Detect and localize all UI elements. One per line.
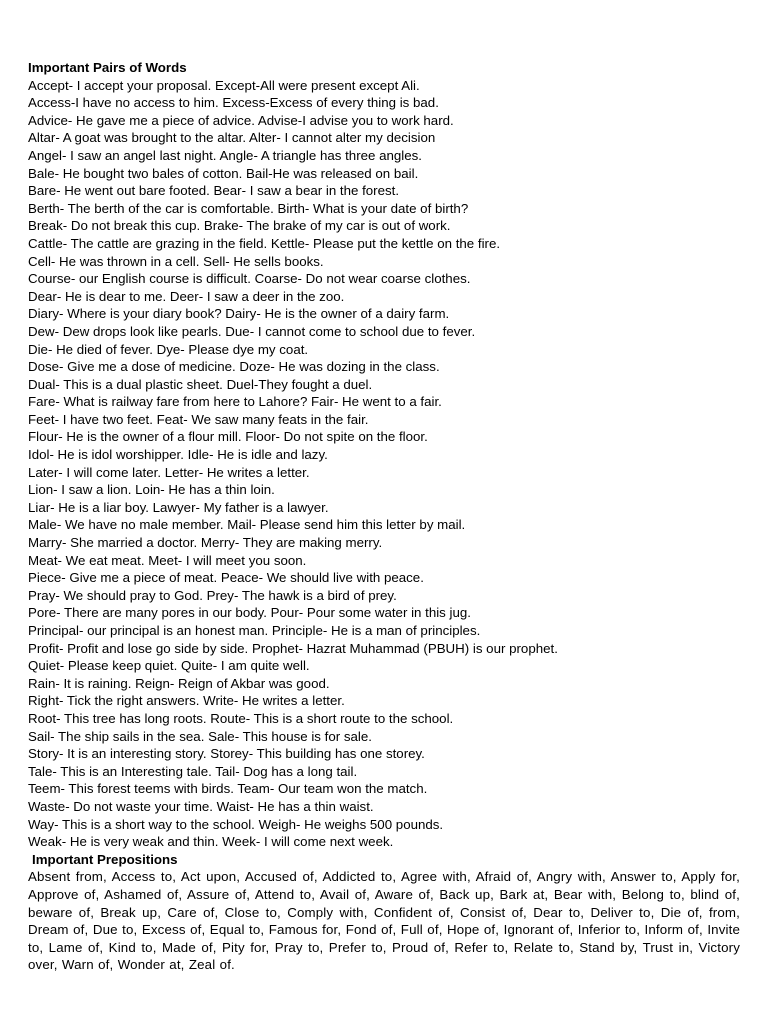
word-pair-line: Dose- Give me a dose of medicine. Doze- He was dozing in the class. bbox=[28, 359, 440, 375]
word-pair-line: Flour- He is the owner of a flour mill. Floor- Do not spite on the floor. bbox=[28, 429, 428, 445]
word-pair-line: Teem- This forest teems with birds. Team- Our team won the match. bbox=[28, 781, 428, 797]
word-pair-line: Cell- He was thrown in a cell. Sell- He sells books. bbox=[28, 253, 324, 269]
word-pair-line: Principal- our principal is an honest man. Principle- He is a man of principles. bbox=[28, 623, 481, 638]
word-pair-line: Profit- Profit and lose go side by side. Prophet- Hazrat Muhammad (PBUH) is our prophet. bbox=[28, 640, 558, 656]
word-pair-line: Pore- There are many pores in our body. Pour- Pour some water in this jug. bbox=[28, 605, 471, 621]
word-pair-line: Dual- This is a dual plastic sheet. Duel-They fought a duel. bbox=[28, 376, 373, 392]
word-pair-line: Access-I have no access to him. Excess-Excess of every thing is bad. bbox=[28, 95, 439, 111]
word-pair-line: Feet- I have two feet. Feat- We saw many feats in the fair. bbox=[28, 411, 369, 427]
word-pair-line: Quiet- Please keep quiet. Quite- I am quite well. bbox=[28, 658, 310, 674]
word-pair-line: Waste- Do not waste your time. Waist- He has a thin waist. bbox=[28, 798, 374, 814]
word-pair-line: Accept- I accept your proposal. Except-All were present except Ali. bbox=[28, 77, 420, 93]
word-pair-line: Story- It is an interesting story. Storey- This building has one storey. bbox=[28, 746, 425, 762]
section-title-prepositions: Important Prepositions bbox=[32, 851, 178, 867]
word-pair-line: Meat- We eat meat. Meet- I will meet you soon. bbox=[28, 552, 307, 568]
word-pairs-list bbox=[28, 77, 740, 851]
word-pair-line: Cattle- The cattle are grazing in the field. Kettle- Please put the kettle on the fire. bbox=[28, 235, 501, 251]
word-pair-line: Dew- Dew drops look like pearls. Due- I cannot come to school due to fever. bbox=[28, 323, 476, 339]
word-pair-line: Rain- It is raining. Reign- Reign of Akbar was good. bbox=[28, 675, 330, 691]
word-pair-line: Marry- She married a doctor. Merry- They are making merry. bbox=[28, 535, 383, 551]
word-pair-line: Berth- The berth of the car is comfortable. Birth- What is your date of birth? bbox=[28, 200, 469, 216]
word-pair-line: Diary- Where is your diary book? Dairy- He is the owner of a dairy farm. bbox=[28, 306, 450, 322]
prepositions-paragraph: Absent from, Access to, Act upon, Accused of, Addicted to, Agree with, Afraid of, Angry with, Answer to, Apply for, Approve of, Ashamed of, Assure of, Attend to, Avail of, Aware of, Back up, Bark at, Bear with, Belong to, blind of, beware of, Break up, Care of, Close to, Comply with, Confident of, Consist of, Dear to, Deliver to, Die of, from, Dream of, Due to, Excess of, Equal to, Famous for, Fond of, Full of, Hope of, Ignorant of, Inferior to, Inform of, Invite to, Lame of, Kind to, Made of, Pity for, Pray to, Prefer to, Proud of, Refer to, Relate to, Stand by, Trust in, Victory over, Warn of, Wonder at, Zeal of. bbox=[28, 869, 740, 973]
document-content bbox=[28, 59, 740, 974]
word-pair-line: Dear- He is dear to me. Deer- I saw a deer in the zoo. bbox=[28, 288, 345, 304]
word-pair-line: Break- Do not break this cup. Brake- The brake of my car is out of work. bbox=[28, 218, 451, 234]
word-pair-line: Course- our English course is difficult. Coarse- Do not wear coarse clothes. bbox=[28, 271, 471, 287]
word-pair-line: Right- Tick the right answers. Write- He writes a letter. bbox=[28, 693, 345, 709]
word-pair-line: Way- This is a short way to the school. Weigh- He weighs 500 pounds. bbox=[28, 816, 444, 832]
word-pair-line: Male- We have no male member. Mail- Please send him this letter by mail. bbox=[28, 517, 466, 533]
word-pair-line: Pray- We should pray to God. Prey- The hawk is a bird of prey. bbox=[28, 587, 397, 603]
word-pair-line: Angel- I saw an angel last night. Angle- A triangle has three angles. bbox=[28, 147, 422, 163]
word-pair-line: Bale- He bought two bales of cotton. Bail-He was released on bail. bbox=[28, 165, 419, 181]
word-pair-line: Altar- A goat was brought to the altar. Alter- I cannot alter my decision bbox=[28, 130, 436, 146]
word-pair-line: Tale- This is an Interesting tale. Tail- Dog has a long tail. bbox=[28, 763, 358, 779]
word-pair-line: Weak- He is very weak and thin. Week- I will come next week. bbox=[28, 834, 394, 850]
word-pair-line: Liar- He is a liar boy. Lawyer- My father is a lawyer. bbox=[28, 499, 329, 515]
word-pair-line: Piece- Give me a piece of meat. Peace- We should live with peace. bbox=[28, 570, 424, 586]
word-pair-line: Bare- He went out bare footed. Bear- I saw a bear in the forest. bbox=[28, 183, 400, 199]
word-pair-line: Idol- He is idol worshipper. Idle- He is idle and lazy. bbox=[28, 447, 328, 463]
word-pair-line: Sail- The ship sails in the sea. Sale- This house is for sale. bbox=[28, 728, 372, 744]
word-pair-line: Fare- What is railway fare from here to Lahore? Fair- He went to a fair. bbox=[28, 394, 442, 410]
word-pair-line: Root- This tree has long roots. Route- This is a short route to the school. bbox=[28, 710, 454, 726]
word-pair-line: Lion- I saw a lion. Loin- He has a thin loin. bbox=[28, 482, 275, 498]
word-pair-line: Later- I will come later. Letter- He writes a letter. bbox=[28, 464, 310, 480]
word-pair-line: Advice- He gave me a piece of advice. Advise-I advise you to work hard. bbox=[28, 112, 454, 128]
word-pair-line: Die- He died of fever. Dye- Please dye my coat. bbox=[28, 341, 309, 357]
section-title-pairs-of-words: Important Pairs of Words bbox=[28, 60, 187, 75]
